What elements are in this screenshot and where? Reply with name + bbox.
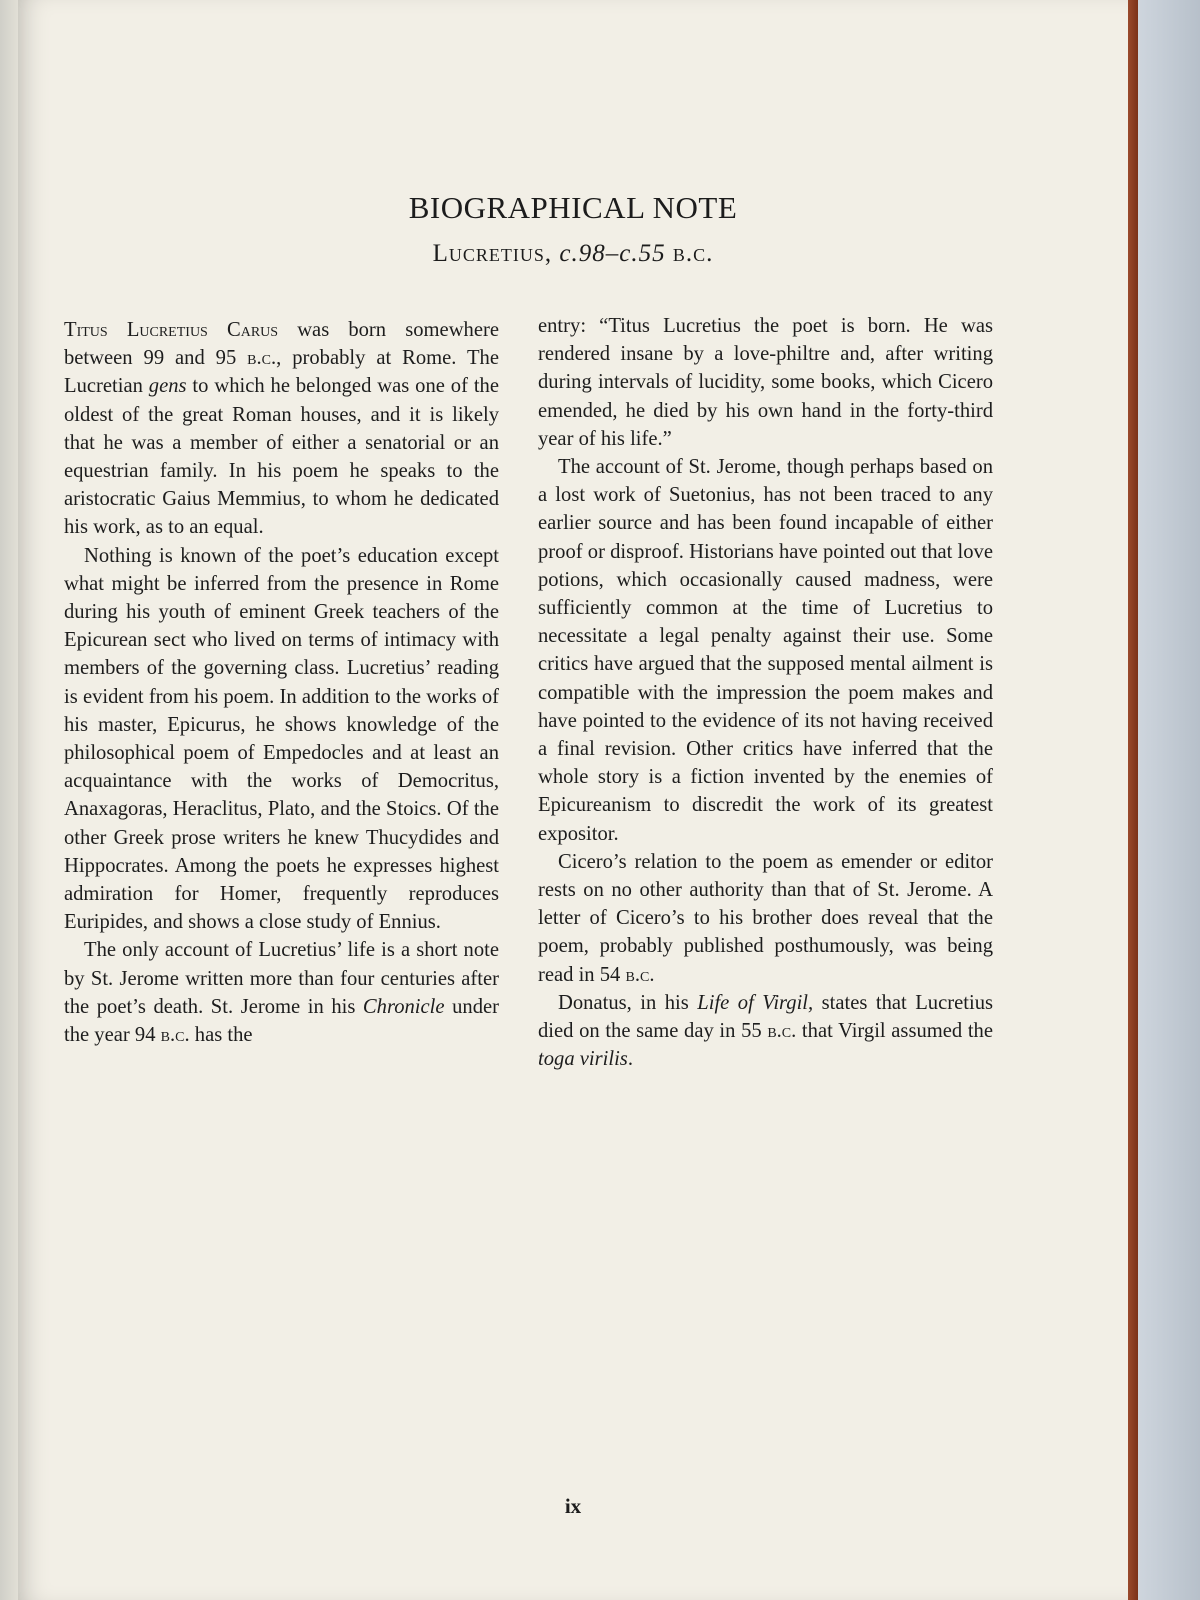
- opening-name: Titus Lucretius Carus: [64, 319, 279, 341]
- text-run: Donatus, in his: [558, 991, 698, 1014]
- italic-term: toga virilis: [538, 1048, 628, 1071]
- subtitle-era: b.c.: [672, 240, 714, 267]
- paragraph: Nothing is known of the poet’s education except what might be inferred from the presence in Rome during his youth of eminent Greek teachers of the Epicurean sect who lived on terms of intimacy with members of the governing class. Lucretius’ reading is evident from his poem. In addition to the works of his master, Epicurus, he shows knowledge of the philosophical poem of Empedocles and at least an acquaintance with the works of Democritus, Anaxagoras, Heraclitus, Plato, and the Stoics. Of the other Greek prose writers he knew Thucydides and Hippocrates. Among the poets he expresses highest admiration for Homer, frequently reproduces Euripides, and shows a close study of Ennius.: [64, 544, 499, 934]
- era-abbrev: b.c.: [247, 347, 277, 370]
- paragraph: [64, 316, 499, 542]
- page-number: ix: [564, 1494, 582, 1518]
- book-page: [18, 0, 1128, 1600]
- italic-title: Chronicle: [362, 995, 445, 1018]
- era-abbrev: b.c.: [767, 1020, 797, 1043]
- background-surface: [1136, 0, 1200, 1600]
- text-run: was born somewhere between 99 and 95: [64, 319, 499, 370]
- text-run: states that Lucretius died on the same day in 55: [538, 991, 994, 1043]
- paragraph: [538, 848, 993, 989]
- left-column: [64, 316, 499, 1049]
- text-run: .: [627, 1048, 633, 1071]
- text-run: , probably at Rome. The Lucretian: [64, 347, 499, 398]
- book-cover-edge: [1128, 0, 1138, 1600]
- subtitle-dates: c.98–c.55: [559, 240, 666, 267]
- text-run: that Virgil assumed the: [796, 1020, 993, 1043]
- paragraph: The account of St. Jerome, though perhaps based on a lost work of Suetonius, has not been traced to any earlier source and has been found incapable of either proof or disproof. Historians have pointed out that love potions, which occasionally caused madness, were sufficiently common at the time of Lucretius to necessitate a legal penalty against their use. Some critics have argued that the supposed mental ailment is compatible with the impression the poem makes and have pointed to the evidence of its not having received a final revision. Other critics have inferred that the whole story is a fiction invented by the enemies of Epicureanism to discredit the work of its greatest expositor.: [538, 456, 993, 845]
- era-abbrev: b.c.: [625, 963, 655, 986]
- page-subtitle: [18, 240, 1128, 268]
- text-run: Cicero’s relation to the poem as emender or editor rests on no other authority than that of St. Jerome. A letter of Cicero’s to his brother does reveal that the poem, probably published posthumously, was being read in 54: [538, 850, 993, 986]
- paragraph: [64, 936, 499, 1049]
- right-column: [538, 312, 993, 1073]
- era-abbrev: b.c.: [160, 1024, 190, 1047]
- subtitle-name: Lucretius,: [432, 240, 553, 267]
- text-run: under the year 94: [64, 995, 499, 1047]
- text-run: The only account of Lucretius’ life is a short note by St. Jerome written more than four centuries after the poet’s death. St. Jerome in his: [64, 939, 499, 1018]
- paragraph: [538, 989, 993, 1074]
- page-title: BIOGRAPHICAL NOTE: [408, 190, 738, 225]
- text-run: to which he belonged was one of the oldest of the great Roman houses, and it is likely that he was a member of either a senatorial or an equestrian family. In his poem he speaks to the aristocratic Gaius Memmius, to whom he dedicated his work, as to an equal.: [64, 375, 499, 539]
- text-run: has the: [189, 1024, 253, 1047]
- italic-term: gens: [148, 375, 187, 398]
- italic-title: Life of Virgil,: [697, 991, 814, 1014]
- paragraph: entry: “Titus Lucretius the poet is born. He was rendered insane by a love-philtre and, after writing during intervals of lucidity, some books, which Cicero emended, he died by his own hand in the forty-third year of his life.”: [538, 315, 993, 450]
